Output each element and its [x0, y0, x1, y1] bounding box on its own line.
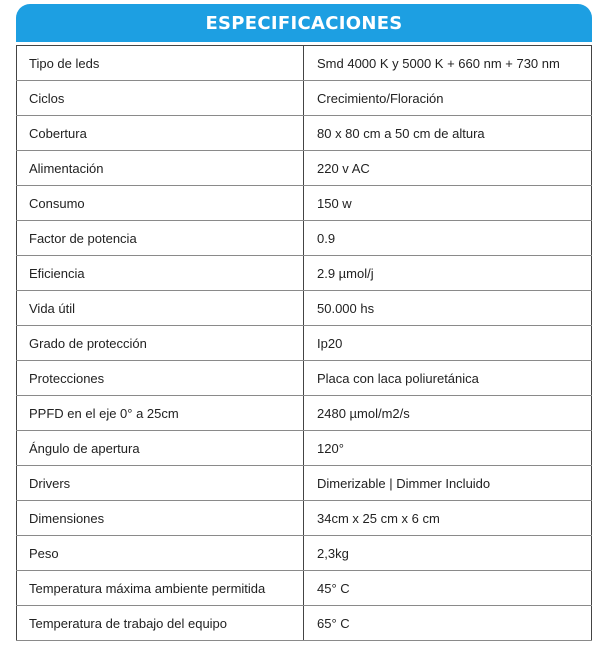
- table-row: [17, 396, 592, 431]
- table-row: [17, 466, 592, 501]
- spec-label: Temperatura máxima ambiente permitida: [17, 571, 304, 606]
- table-row: [17, 501, 592, 536]
- spec-label: Ángulo de apertura: [17, 431, 304, 466]
- spec-label: Tipo de leds: [17, 46, 304, 81]
- spec-value: 80 x 80 cm a 50 cm de altura: [304, 116, 592, 151]
- spec-label: Vida útil: [17, 291, 304, 326]
- spec-label: Cobertura: [17, 116, 304, 151]
- spec-value: 45° C: [304, 571, 592, 606]
- spec-value: Crecimiento/Floración: [304, 81, 592, 116]
- table-row: [17, 221, 592, 256]
- spec-label: Dimensiones: [17, 501, 304, 536]
- table-row: [17, 571, 592, 606]
- table-row: [17, 151, 592, 186]
- spec-value: 120°: [304, 431, 592, 466]
- specifications-title: ESPECIFICACIONES: [205, 12, 403, 34]
- spec-label: Eficiencia: [17, 256, 304, 291]
- spec-label: Ciclos: [17, 81, 304, 116]
- spec-value: Smd 4000 K y 5000 K + 660 nm + 730 nm: [304, 46, 592, 81]
- spec-label: Peso: [17, 536, 304, 571]
- spec-value: Placa con laca poliuretánica: [304, 361, 592, 396]
- table-row: [17, 81, 592, 116]
- spec-value: 2,3kg: [304, 536, 592, 571]
- table-row: [17, 606, 592, 641]
- spec-label: Grado de protección: [17, 326, 304, 361]
- spec-value: 65° C: [304, 606, 592, 641]
- spec-label: Alimentación: [17, 151, 304, 186]
- table-row: [17, 536, 592, 571]
- specifications-table: [16, 45, 592, 641]
- spec-label: Consumo: [17, 186, 304, 221]
- spec-value: Ip20: [304, 326, 592, 361]
- specifications-sheet: [16, 4, 592, 638]
- table-row: [17, 361, 592, 396]
- spec-value: 2480 µmol/m2/s: [304, 396, 592, 431]
- spec-value: 220 v AC: [304, 151, 592, 186]
- spec-value: 2.9 µmol/j: [304, 256, 592, 291]
- table-row: [17, 431, 592, 466]
- table-row: [17, 256, 592, 291]
- spec-value: 150 w: [304, 186, 592, 221]
- table-row: [17, 116, 592, 151]
- specifications-header: [16, 4, 592, 42]
- spec-value: 34cm x 25 cm x 6 cm: [304, 501, 592, 536]
- spec-label: PPFD en el eje 0° a 25cm: [17, 396, 304, 431]
- table-row: [17, 46, 592, 81]
- table-row: [17, 326, 592, 361]
- spec-value: 50.000 hs: [304, 291, 592, 326]
- spec-value: 0.9: [304, 221, 592, 256]
- spec-value: Dimerizable | Dimmer Incluido: [304, 466, 592, 501]
- spec-label: Protecciones: [17, 361, 304, 396]
- table-row: [17, 291, 592, 326]
- spec-label: Factor de potencia: [17, 221, 304, 256]
- spec-label: Temperatura de trabajo del equipo: [17, 606, 304, 641]
- spec-label: Drivers: [17, 466, 304, 501]
- table-row: [17, 186, 592, 221]
